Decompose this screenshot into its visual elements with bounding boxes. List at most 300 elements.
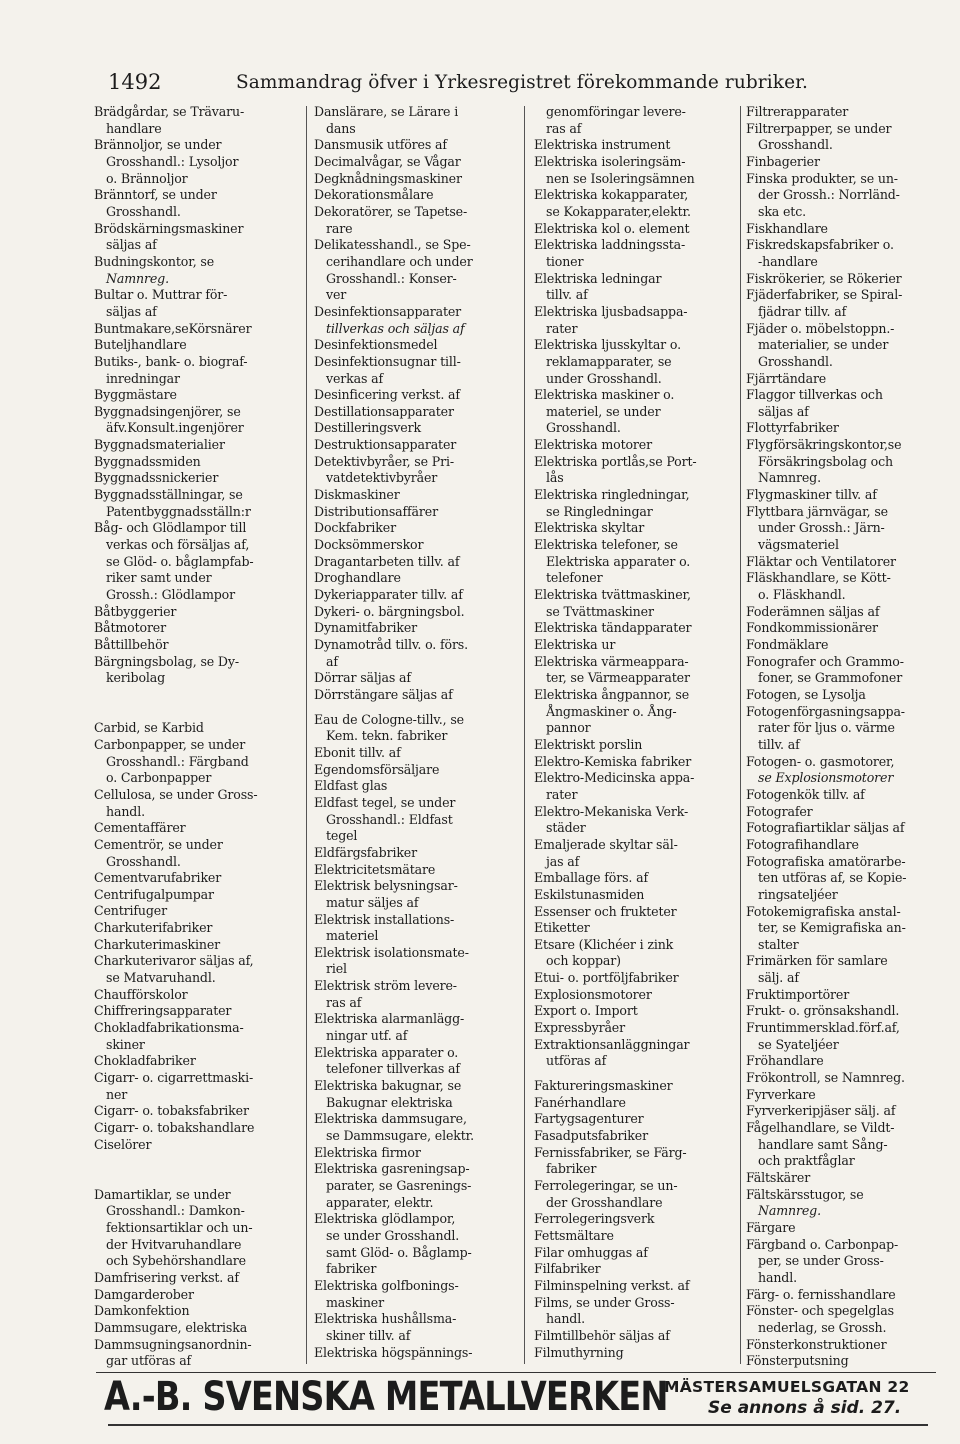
index-entry-continuation: utföras af	[546, 1053, 607, 1069]
index-entry: Buteljhandlare	[94, 337, 187, 353]
index-entry: Finska produkter, se un-	[746, 170, 898, 186]
index-entry: Etiketter	[534, 920, 590, 936]
index-entry: Fondmäklare	[746, 637, 829, 652]
page-number: 1492	[108, 70, 162, 94]
index-entry: Dekoratörer, se Tapetse-	[314, 203, 468, 219]
index-column-2	[314, 104, 514, 1370]
index-entry: Fotografiartiklar säljas af	[746, 820, 905, 836]
index-entry-continuation: maskiner	[326, 1294, 384, 1310]
index-entry: Carbonpapper, se under	[94, 736, 246, 752]
index-entry-continuation: tioner	[546, 253, 584, 269]
index-entry: Fiskredskapsfabriker o.	[746, 237, 894, 253]
column-divider	[740, 106, 741, 1364]
index-entry: Dörrar säljas af	[314, 670, 411, 686]
index-entry: Fotografiska amatörarbe-	[746, 853, 906, 869]
index-entry: Elektriska ur	[534, 637, 616, 652]
index-entry: Flygmaskiner tillv. af	[746, 487, 877, 503]
index-entry: Elektriska högspännings-	[314, 1344, 473, 1360]
advertiser-name: A.-B. SVENSKA METALLVERKEN	[104, 1374, 668, 1420]
index-entry-continuation: ner	[106, 1086, 128, 1102]
index-entry-continuation: se Kokapparater,elektr.	[546, 203, 691, 219]
index-entry: Fiskrökerier, se Rökerier	[746, 270, 902, 286]
index-entry: Elektriska isoleringsäm-	[534, 153, 686, 169]
index-entry-continuation: keribolag	[106, 670, 166, 686]
index-entry: Faktureringsmaskiner	[534, 1078, 673, 1094]
index-entry: Butiks-, bank- o. biograf-	[94, 353, 248, 369]
index-entry: Elektricitetsmätare	[314, 861, 436, 877]
index-entry-continuation: Grosshandl.	[106, 203, 181, 219]
index-entry: Dörrstängare säljas af	[314, 686, 453, 702]
index-entry: Elektrisk installations-	[314, 911, 455, 927]
index-entry: Elektro-Mekaniska Verk-	[534, 803, 689, 819]
index-entry: Fönster- och spegelglas	[746, 1303, 894, 1319]
index-entry: Desinfektionsugnar till-	[314, 353, 461, 369]
index-entry: Elektriska portlås,se Port-	[534, 453, 697, 469]
index-entry-continuation: se Matvaruhandl.	[106, 970, 216, 986]
index-entry: Frukt- o. grönsakshandl.	[746, 1003, 900, 1019]
index-entry: Emaljerade skyltar säl-	[534, 836, 678, 852]
index-entry: Elektrisk isolationsmate-	[314, 944, 469, 960]
index-entry-continuation: tillv. af	[758, 736, 800, 752]
index-entry: Brödskärningsmaskiner	[94, 220, 244, 236]
index-entry-continuation: pannor	[546, 720, 591, 736]
index-entry: Centrifuger	[94, 903, 167, 919]
index-entry: Elektriska glödlampor,	[314, 1211, 456, 1227]
index-entry: Fröhandlare	[746, 1053, 824, 1069]
index-entry: Elektriska bakugnar, se	[314, 1078, 462, 1094]
index-entry: Dammsugare, elektriska	[94, 1319, 248, 1335]
index-entry: Cigarr- o. cigarrettmaski-	[94, 1070, 254, 1086]
index-entry-continuation: fjädrar tillv. af	[758, 303, 847, 319]
spacer	[94, 1153, 298, 1170]
index-entry: Elektriska instrument	[534, 137, 671, 153]
index-entry: Cementaffärer	[94, 820, 186, 836]
index-entry: Elektro-Kemiska fabriker	[534, 753, 692, 769]
index-entry-continuation: lås	[546, 470, 564, 486]
index-entry-continuation: o. Brännoljor	[106, 170, 188, 186]
index-entry-continuation: ras af	[326, 994, 362, 1010]
index-entry: Elektriska telefoner, se	[534, 537, 678, 553]
index-entry: Färg- o. fernisshandlare	[746, 1286, 896, 1302]
index-entry: Båtbyggerier	[94, 603, 177, 619]
index-entry-continuation: tillverkas och säljas af	[326, 320, 465, 336]
index-entry: Brännoljor, se under	[94, 137, 222, 153]
index-entry-continuation: fabriker	[546, 1161, 597, 1177]
index-entry: Filminspelning verkst. af	[534, 1277, 690, 1293]
index-entry-continuation: städer	[546, 820, 586, 836]
index-entry-continuation: telefoner tillverkas af	[326, 1061, 460, 1077]
index-entry-continuation: materialier, se under	[758, 337, 889, 353]
index-entry-continuation: under Grossh.: Järn-	[758, 520, 885, 536]
index-entry: Cigarr- o. tobakshandlare	[94, 1120, 255, 1135]
index-entry: Frimärken för samlare	[746, 953, 888, 969]
index-entry-continuation: ningar utf. af	[326, 1028, 408, 1044]
index-entry: Films, se under Gross-	[534, 1294, 675, 1310]
index-entry: Flyttbara järnvägar, se	[746, 503, 888, 519]
index-entry-continuation: der Grosshandlare	[546, 1194, 663, 1210]
index-entry: Bärgningsbolag, se Dy-	[94, 653, 239, 669]
index-entry-continuation: riel	[326, 961, 347, 977]
index-entry: Ferrolegeringsverk	[534, 1211, 655, 1227]
index-entry-continuation: samt Glöd- o. Båglamp-	[326, 1244, 472, 1260]
index-entry: Dynamotråd tillv. o. förs.	[314, 637, 468, 652]
index-entry-continuation: materiel	[326, 928, 379, 944]
index-entry: Cementrör, se under	[94, 836, 223, 852]
index-entry: Damkonfektion	[94, 1303, 190, 1319]
index-entry: Dekorationsmålare	[314, 187, 434, 203]
index-entry-continuation: säljas af	[106, 303, 157, 319]
index-entry-continuation: Grosshandl.	[106, 853, 181, 869]
index-entry-continuation: der Hvitvaruhandlare	[106, 1236, 242, 1252]
index-entry-continuation: Elektriska apparater o.	[546, 553, 691, 569]
index-entry-continuation: apparater, elektr.	[326, 1194, 434, 1210]
index-entry: Chokladfabriker	[94, 1053, 196, 1069]
index-entry: Elektriska laddningssta-	[534, 237, 686, 253]
index-entry: Filar omhuggas af	[534, 1244, 648, 1260]
index-entry: Charkuterimaskiner	[94, 936, 221, 952]
index-entry-continuation: och Sybehörshandlare	[106, 1253, 246, 1269]
index-entry: Damartiklar, se under	[94, 1186, 231, 1202]
index-entry: Foderämnen säljas af	[746, 603, 880, 619]
index-entry-continuation: Grosshandl.: Konser-	[326, 270, 457, 286]
index-entry: Dragantarbeten tillv. af	[314, 553, 460, 569]
index-entry: Fältskärsstugor, se	[746, 1186, 864, 1202]
index-entry-continuation: se Tvättmaskiner	[546, 603, 654, 619]
index-entry: Elektriska kokapparater,	[534, 187, 689, 203]
index-entry: Elektrisk belysningsar-	[314, 878, 458, 894]
index-entry: Elektriska maskiner o.	[534, 387, 675, 403]
index-entry-continuation: Grosshandl.	[546, 420, 621, 436]
index-entry: Fotokemigrafiska anstal-	[746, 903, 901, 919]
index-entry: Dykeri- o. bärgningsbol.	[314, 603, 465, 619]
index-entry: Fonografer och Grammo-	[746, 653, 904, 669]
index-entry-continuation: verkas af	[326, 370, 384, 386]
index-entry: Elektriska kol o. element	[534, 220, 690, 236]
index-entry-continuation: se Explosionsmotorer	[758, 770, 894, 786]
index-entry: Filfabriker	[534, 1261, 601, 1277]
index-entry-continuation: Grosshandl.: Färgband	[106, 753, 249, 769]
index-entry-continuation: under Grosshandl.	[546, 370, 662, 386]
index-entry: Filtrerapparater	[746, 104, 849, 119]
index-entry: Decimalvågar, se Vågar	[314, 153, 461, 169]
index-entry: Chokladfabrikationsma-	[94, 1020, 244, 1036]
index-entry: Elektriska ljusskyltar o.	[534, 337, 681, 353]
index-entry-continuation: ter, se Kemigrafiska an-	[758, 920, 906, 936]
index-entry: Chaufförskolor	[94, 986, 188, 1002]
index-entry-continuation: gar utföras af	[106, 1353, 192, 1369]
index-entry-continuation: rater	[546, 320, 578, 336]
index-entry-continuation: Kem. tekn. fabriker	[326, 728, 448, 744]
index-entry-continuation: ter, se Värmeapparater	[546, 670, 690, 686]
index-entry: Fotografer	[746, 803, 813, 819]
index-entry-continuation: vatdetektivbyråer	[326, 470, 438, 486]
index-entry-continuation: verkas och försäljas af,	[106, 537, 250, 553]
index-entry: Elektrisk ström levere-	[314, 978, 457, 994]
index-entry-continuation: Namnreg.	[106, 270, 169, 286]
footer-divider	[96, 1372, 936, 1373]
index-entry: Fläktar och Ventilatorer	[746, 553, 896, 569]
index-entry-continuation: fektionsartiklar och un-	[106, 1219, 253, 1235]
index-entry-continuation: o. Carbonpapper	[106, 770, 212, 786]
index-entry: Delikatesshandl., se Spe-	[314, 237, 471, 253]
index-entry: Eldfärgsfabriker	[314, 844, 417, 860]
index-entry: Cementvarufabriker	[94, 870, 222, 886]
index-entry: Fanérhandlare	[534, 1094, 626, 1110]
index-entry: Buntmakare,seKörsnärer	[94, 320, 252, 336]
index-entry-continuation: handl.	[106, 803, 145, 819]
index-entry: Desinfektionsapparater	[314, 303, 462, 319]
index-entry: Filmtillbehör säljas af	[534, 1327, 670, 1343]
index-entry: Desinficering verkst. af	[314, 387, 460, 403]
index-entry: Eskilstunasmiden	[534, 886, 645, 902]
index-entry: Budningskontor, se	[94, 253, 215, 269]
index-entry: Eldfast tegel, se under	[314, 794, 456, 810]
index-entry: Elektro-Medicinska appa-	[534, 770, 695, 786]
index-entry: Charkuterivaror säljas af,	[94, 953, 254, 969]
index-entry-continuation: rater för ljus o. värme	[758, 720, 895, 736]
index-entry: Elektriska gasreningsap-	[314, 1161, 470, 1177]
index-entry: Fotogen- o. gasmotorer,	[746, 753, 895, 769]
index-entry: Desinfektionsmedel	[314, 337, 438, 353]
index-entry: Cigarr- o. tobaksfabriker	[94, 1103, 249, 1119]
index-entry: Elektriska ringledningar,	[534, 487, 690, 503]
index-entry: Charkuterifabriker	[94, 920, 213, 936]
index-entry: Destillationsapparater	[314, 403, 454, 419]
index-entry: Cellulosa, se under Gross-	[94, 786, 258, 802]
index-entry-continuation: nederlag, se Grossh.	[758, 1319, 887, 1335]
index-entry: Fjärrtändare	[746, 370, 827, 386]
index-entry: Destruktionsapparater	[314, 437, 457, 453]
index-entry-continuation: ska etc.	[758, 203, 806, 219]
index-entry-continuation: Grosshandl.	[758, 137, 833, 153]
index-entry: Färgband o. Carbonpap-	[746, 1236, 899, 1252]
index-entry: Detektivbyråer, se Pri-	[314, 453, 454, 469]
index-entry: Ciselörer	[94, 1136, 152, 1152]
index-entry: Destilleringsverk	[314, 420, 421, 436]
index-entry: Expressbyråer	[534, 1020, 625, 1036]
index-entry: Båtmotorer	[94, 620, 166, 636]
index-entry: Etsare (Klichéer i zink	[534, 936, 674, 952]
index-entry-continuation: der Grossh.: Norrländ-	[758, 187, 900, 203]
index-entry-continuation: säljas af	[758, 403, 809, 419]
index-column-3	[534, 104, 744, 1370]
index-entry: Elektriska skyltar	[534, 520, 645, 536]
running-title: Sammandrag öfver i Yrkesregistret förekommande rubriker.	[236, 72, 809, 93]
index-entry: Färgare	[746, 1219, 796, 1235]
index-entry-continuation: handlare samt Sång-	[758, 1136, 888, 1152]
index-entry-continuation: se Dammsugare, elektr.	[326, 1128, 474, 1144]
index-entry-continuation: säljas af	[106, 237, 157, 253]
index-entry: Brädgårdar, se Trävaru-	[94, 104, 245, 119]
advertiser-address: MÄSTERSAMUELSGATAN 22	[664, 1378, 910, 1396]
index-entry: Damgarderober	[94, 1286, 194, 1302]
index-entry-continuation: reklamapparater, se	[546, 353, 672, 369]
advertisement-banner	[104, 1374, 944, 1424]
index-entry: Emballage förs. af	[534, 870, 648, 886]
index-entry: Fasadputsfabriker	[534, 1128, 648, 1144]
index-entry: Elektriskt porslin	[534, 736, 643, 752]
spacer	[94, 687, 298, 704]
index-entry: Flygförsäkringskontor,se	[746, 437, 902, 453]
index-entry-continuation: cerihandlare och under	[326, 253, 473, 269]
index-entry-continuation: stalter	[758, 936, 799, 952]
index-entry: Fönsterputsning	[746, 1353, 849, 1369]
index-entry-continuation: af	[326, 653, 338, 669]
index-entry-continuation: jas af	[546, 853, 580, 869]
index-entry: Fyrverkare	[746, 1086, 816, 1102]
index-entry-continuation: och praktfåglar	[758, 1153, 855, 1169]
index-entry: Dykeriapparater tillv. af	[314, 587, 463, 603]
index-entry-continuation: Grossh.: Glödlampor	[106, 587, 235, 603]
index-entry: Fönsterkonstruktioner	[746, 1336, 887, 1352]
index-entry: Fruktimportörer	[746, 986, 850, 1002]
index-entry: Dansmusik utföres af	[314, 137, 447, 153]
index-entry-continuation: rare	[326, 220, 353, 236]
index-entry: Diskmaskiner	[314, 487, 400, 503]
index-entry: Extraktionsanläggningar	[534, 1036, 690, 1052]
advertisement-reference: Se annons å sid. 27.	[708, 1398, 902, 1418]
index-entry-continuation: tegel	[326, 828, 358, 844]
index-column-4	[746, 104, 960, 1370]
index-entry-continuation: ringsateljéer	[758, 886, 838, 902]
index-entry: Ferrolegeringar, se un-	[534, 1178, 678, 1193]
index-entry: Dammsugningsanordnin-	[94, 1336, 252, 1352]
index-entry-continuation: matur säljes af	[326, 894, 419, 910]
column-divider	[524, 106, 525, 1364]
index-entry: Byggnadsställningar, se	[94, 487, 243, 503]
index-entry: Etui- o. portföljfabriker	[534, 970, 679, 986]
index-entry-continuation: per, se under Gross-	[758, 1253, 884, 1269]
index-entry: Centrifugalpumpar	[94, 886, 214, 902]
index-entry-continuation: fabriker	[326, 1261, 377, 1277]
spacer	[534, 1070, 744, 1078]
index-entry: Fyrverkeripjäser sälj. af	[746, 1103, 896, 1119]
index-entry-continuation: -handlare	[758, 253, 818, 269]
index-entry: Fruntimmersklad.förf.af,	[746, 1020, 900, 1036]
index-entry: Båg- och Glödlampor till	[94, 520, 247, 536]
index-entry: Elektriska hushållsma-	[314, 1311, 457, 1327]
index-entry: Byggnadssnickerier	[94, 470, 219, 486]
index-entry: Fartygsagenturer	[534, 1111, 644, 1127]
index-entry: Filtrerpapper, se under	[746, 120, 892, 136]
footer-bottom-rule	[108, 1424, 928, 1426]
spacer	[314, 704, 514, 712]
index-entry-continuation: foner, se Grammofoner	[758, 670, 903, 686]
index-entry: Fiskhandlare	[746, 220, 828, 236]
index-entry-continuation: tillv. af	[546, 287, 588, 303]
index-entry: Elektriska tändapparater	[534, 620, 692, 636]
index-entry-continuation: o. Fläskhandl.	[758, 587, 846, 603]
spacer	[94, 704, 298, 721]
index-entry-continuation: Namnreg.	[758, 1203, 821, 1219]
index-entry-continuation: Grosshandl.: Lysoljor	[106, 153, 239, 169]
index-entry: Båttillbehör	[94, 637, 169, 652]
index-entry: Fettsmältare	[534, 1227, 614, 1243]
index-entry: Elektriska motorer	[534, 437, 652, 453]
index-entry-continuation: rater	[546, 786, 578, 802]
index-entry-continuation: Ångmaskiner o. Ång-	[546, 703, 677, 719]
index-entry: Dockfabriker	[314, 520, 396, 536]
index-entry-continuation: riker samt under	[106, 570, 212, 586]
index-entry: Ebonit tillv. af	[314, 744, 401, 760]
index-entry: Fältskärer	[746, 1170, 811, 1185]
index-entry: Carbid, se Karbid	[94, 720, 204, 736]
index-entry-continuation: Försäkringsbolag och	[758, 453, 893, 469]
index-entry: Fläskhandlare, se Kött-	[746, 570, 891, 586]
index-column-1	[94, 104, 298, 1370]
index-entry: Bränntorf, se under	[94, 187, 217, 203]
index-entry: Filmuthyrning	[534, 1344, 624, 1360]
index-entry: Chiffreringsapparater	[94, 1003, 232, 1019]
index-entry-continuation: vägsmateriel	[758, 537, 839, 553]
index-entry: Elektriska dammsugare,	[314, 1111, 467, 1127]
index-entry: Fotogenförgasningsappa-	[746, 703, 905, 719]
index-entry-continuation: telefoner	[546, 570, 603, 586]
index-entry: Flottyrfabriker	[746, 420, 839, 436]
index-entry-continuation: Bakugnar elektriska	[326, 1094, 453, 1110]
index-entry: Byggmästare	[94, 387, 177, 403]
index-entry: Elektriska värmeappara-	[534, 653, 689, 669]
index-entry-continuation: skiner tillv. af	[326, 1327, 411, 1343]
index-entry: Essenser och frukteter	[534, 903, 677, 919]
index-entry: Droghandlare	[314, 570, 401, 586]
index-entry-continuation: Grosshandl.: Damkon-	[106, 1203, 245, 1219]
index-entry: Elektriska firmor	[314, 1144, 421, 1160]
index-entry: Fågelhandlare, se Vildt-	[746, 1120, 895, 1136]
index-entry: Elektriska ångpannor, se	[534, 686, 690, 702]
index-entry-continuation: handl.	[546, 1311, 585, 1327]
index-entry-continuation: materiel, se under	[546, 403, 661, 419]
index-entry-continuation: sälj. af	[758, 970, 799, 986]
index-entry-continuation: Namnreg.	[758, 470, 821, 486]
index-entry: Docksömmerskor	[314, 537, 424, 553]
index-entry: Fotogenkök tillv. af	[746, 786, 865, 802]
index-entry: Elektriska alarmanlägg-	[314, 1011, 465, 1027]
index-entry: Finbagerier	[746, 153, 820, 169]
index-entry-continuation: Grosshandl.: Eldfast	[326, 811, 453, 827]
index-entry-continuation: skiner	[106, 1036, 145, 1052]
index-entry: Eau de Cologne-tillv., se	[314, 711, 464, 727]
index-entry-continuation: parater, se Gasrenings-	[326, 1178, 472, 1193]
index-entry-continuation: Patentbyggnadsställn:r	[106, 503, 251, 519]
index-entry: Byggnadsmaterialier	[94, 437, 225, 453]
index-entry-continuation: ras af	[546, 120, 582, 136]
index-entry: Export o. Import	[534, 1003, 638, 1019]
index-entry: Byggnadsingenjörer, se	[94, 403, 241, 419]
index-entry-continuation: genomföringar levere-	[546, 104, 686, 119]
index-entry: Explosionsmotorer	[534, 986, 652, 1002]
index-entry: Elektriska ljusbadsappa-	[534, 303, 688, 319]
index-entry-continuation: äfv.Konsult.ingenjörer	[106, 420, 244, 436]
index-entry: Fjäderfabriker, se Spiral-	[746, 287, 903, 303]
index-entry-continuation: se under Grosshandl.	[326, 1227, 460, 1243]
index-entry: Bultar o. Muttrar för-	[94, 287, 228, 303]
index-entry-continuation: inredningar	[106, 370, 180, 386]
index-entry: Fjäder o. möbelstoppn.-	[746, 320, 895, 336]
index-entry-continuation: se Syateljéer	[758, 1036, 839, 1052]
index-entry: Eldfast glas	[314, 778, 388, 794]
spacer	[94, 1170, 298, 1187]
index-entry-continuation: och koppar)	[546, 953, 621, 969]
index-entry: Danslärare, se Lärare i	[314, 104, 459, 119]
column-divider	[306, 106, 307, 1364]
index-entry-continuation: Grosshandl.	[758, 353, 833, 369]
index-entry: Dynamitfabriker	[314, 620, 417, 636]
index-entry-continuation: dans	[326, 120, 356, 136]
index-entry: Byggnadssmiden	[94, 453, 201, 469]
index-entry: Elektriska tvättmaskiner,	[534, 587, 691, 603]
index-entry-continuation: handl.	[758, 1269, 797, 1285]
